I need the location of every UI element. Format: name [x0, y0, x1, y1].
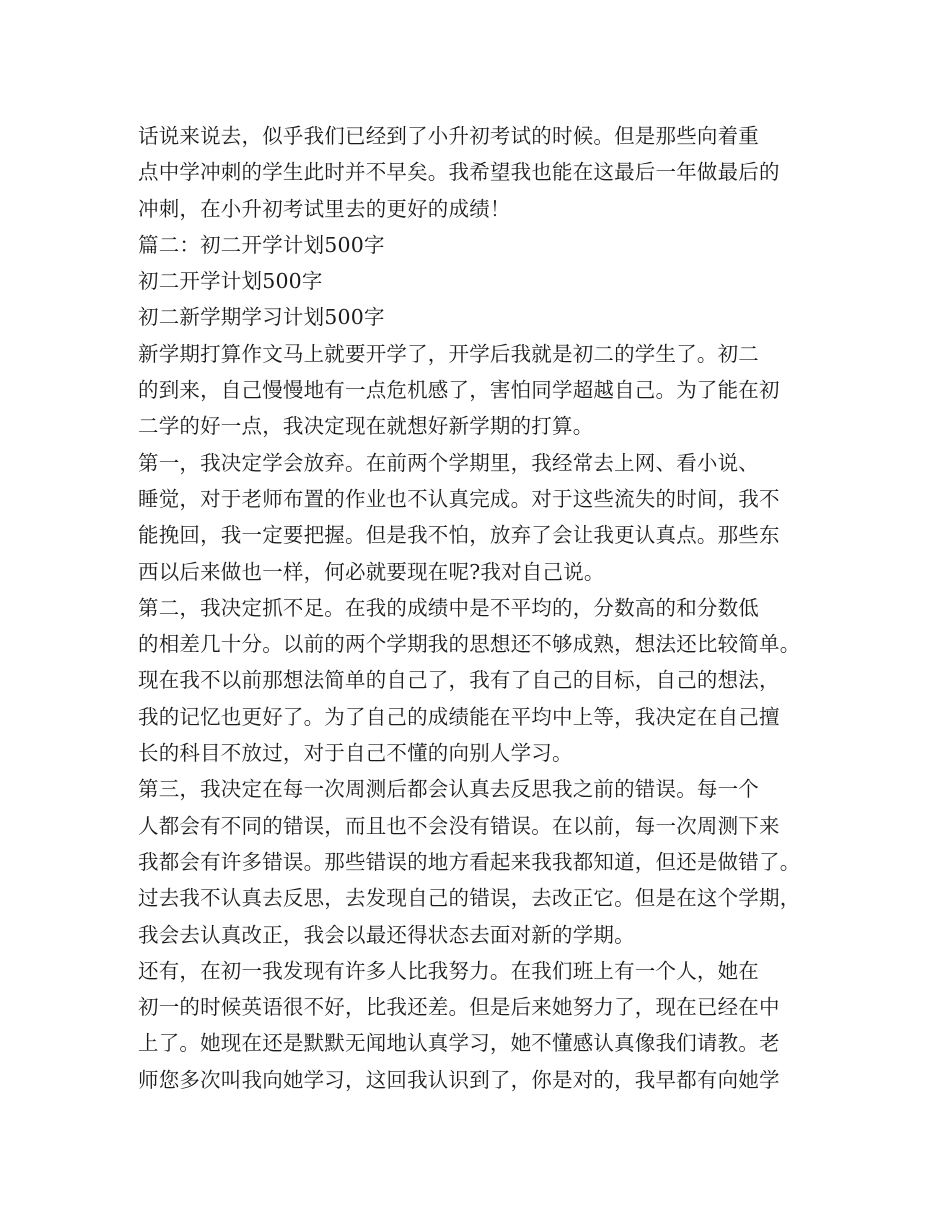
text-line: 长的科目不放过，对于自己不懂的向别人学习。 — [138, 741, 573, 766]
document-body — [138, 118, 828, 1098]
text-line: 第一，我决定学会放弃。在前两个学期里，我经常去上网、看小说、 — [138, 450, 759, 475]
text-line: 话说来说去，似乎我们已经到了小升初考试的时候。但是那些向着重 — [138, 124, 759, 148]
text-line: 第二，我决定抓不足。在我的成绩中是不平均的，分数高的和分数低 — [138, 595, 759, 620]
text-line: 的到来，自己慢慢地有一点危机感了，害怕同学超越自己。为了能在初 — [138, 378, 780, 403]
article-subtitle: 初二新学期学习计划500字 — [138, 305, 385, 330]
text-line: 我会去认真改正，我会以最还得状态去面对新的学期。 — [138, 922, 635, 947]
text-line: 我的记忆也更好了。为了自己的成绩能在平均中上等，我决定在自己擅 — [138, 704, 780, 729]
text-line: 睡觉，对于老师布置的作业也不认真完成。对于这些流失的时间，我不 — [138, 486, 780, 511]
text-line: 的相差几十分。以前的两个学期我的思想还不够成熟，想法还比较简单。 — [138, 632, 801, 657]
section-heading: 篇二：初二开学计划500字 — [138, 232, 385, 257]
text-line: 过去我不认真去反思，去发现自己的错误，去改正它。但是在这个学期， — [138, 886, 801, 911]
text-line: 还有，在初一我发现有许多人比我努力。在我们班上有一个人，她在 — [138, 958, 759, 983]
text-line: 能挽回，我一定要把握。但是我不怕，放弃了会让我更认真点。那些东 — [138, 523, 780, 548]
article-title: 初二开学计划500字 — [138, 269, 323, 294]
text-line: 我都会有许多错误。那些错误的地方看起来我我都知道，但还是做错了。 — [138, 849, 801, 874]
text-line: 点中学冲刺的学生此时并不早矣。我希望我也能在这最后一年做最后的 — [138, 160, 780, 185]
text-line: 西以后来做也一样，何必就要现在呢?我对自己说。 — [138, 559, 605, 584]
text-line: 师您多次叫我向她学习，这回我认识到了，你是对的，我早都有向她学 — [138, 1067, 780, 1092]
text-line: 现在我不以前那想法简单的自己了，我有了自己的目标，自己的想法， — [138, 668, 780, 693]
text-line: 冲刺，在小升初考试里去的更好的成绩！ — [138, 196, 511, 221]
text-line: 新学期打算作文马上就要开学了，开学后我就是初二的学生了。初二 — [138, 341, 759, 366]
text-line: 二学的好一点，我决定现在就想好新学期的打算。 — [138, 414, 594, 439]
text-line: 初一的时候英语很不好，比我还差。但是后来她努力了，现在已经在中 — [138, 995, 780, 1020]
text-line: 人都会有不同的错误，而且也不会没有错误。在以前，每一次周测下来 — [138, 813, 780, 838]
text-line: 上了。她现在还是默默无闻地认真学习，她不懂感认真像我们请教。老 — [138, 1031, 780, 1056]
text-line: 第三，我决定在每一次周测后都会认真去反思我之前的错误。每一个 — [138, 777, 759, 802]
